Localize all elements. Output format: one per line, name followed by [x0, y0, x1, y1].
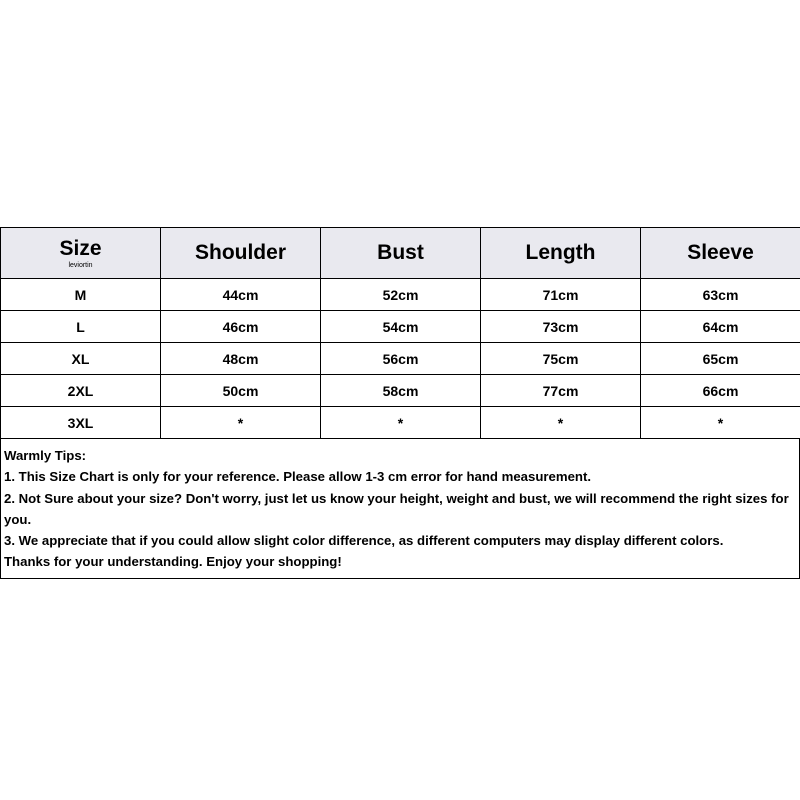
- size-cell: 2XL: [1, 375, 161, 407]
- tips-line: 1. This Size Chart is only for your reference. Please allow 1-3 cm error for hand measurement.: [4, 469, 592, 485]
- tips-box: [0, 439, 800, 579]
- length-cell: 73cm: [481, 311, 641, 343]
- bust-cell: 56cm: [321, 343, 481, 375]
- header-row: [1, 228, 800, 279]
- shoulder-cell: *: [161, 407, 321, 439]
- bust-cell: 52cm: [321, 279, 481, 311]
- bust-cell: 58cm: [321, 375, 481, 407]
- table-row: [1, 343, 800, 375]
- tips-heading: Warmly Tips:: [4, 448, 87, 463]
- size-chart: [0, 227, 800, 579]
- bust-cell: *: [321, 407, 481, 439]
- size-cell: 3XL: [1, 407, 161, 439]
- table-row: [1, 279, 800, 311]
- tips-line: 2. Not Sure about your size? Don't worry, just let us know your height, weight and bust, we will recommend the right sizes for you.: [4, 490, 789, 527]
- table-row: [1, 311, 800, 343]
- size-table: [0, 227, 800, 439]
- shoulder-cell: 46cm: [161, 311, 321, 343]
- length-cell: 77cm: [481, 375, 641, 407]
- header-length: Length: [481, 228, 641, 279]
- sleeve-cell: *: [641, 407, 800, 439]
- size-cell: L: [1, 311, 161, 343]
- sleeve-cell: 63cm: [641, 279, 800, 311]
- length-cell: *: [481, 407, 641, 439]
- sleeve-cell: 64cm: [641, 311, 800, 343]
- size-cell: M: [1, 279, 161, 311]
- header-bust: Bust: [321, 228, 481, 279]
- header-shoulder: Shoulder: [161, 228, 321, 279]
- tips-line: 3. We appreciate that if you could allow slight color difference, as different computers may display different colors.: [4, 533, 724, 549]
- shoulder-cell: 44cm: [161, 279, 321, 311]
- shoulder-cell: 48cm: [161, 343, 321, 375]
- brand-label: leviortin: [68, 261, 93, 269]
- tips-line: Thanks for your understanding. Enjoy your shopping!: [4, 554, 342, 570]
- bust-cell: 54cm: [321, 311, 481, 343]
- header-sleeve: Sleeve: [641, 228, 800, 279]
- header-size: [1, 228, 161, 279]
- length-cell: 75cm: [481, 343, 641, 375]
- table-row: [1, 407, 800, 439]
- sleeve-cell: 66cm: [641, 375, 800, 407]
- shoulder-cell: 50cm: [161, 375, 321, 407]
- table-row: [1, 375, 800, 407]
- sleeve-cell: 65cm: [641, 343, 800, 375]
- size-header-label: Size: [59, 236, 102, 260]
- length-cell: 71cm: [481, 279, 641, 311]
- size-cell: XL: [1, 343, 161, 375]
